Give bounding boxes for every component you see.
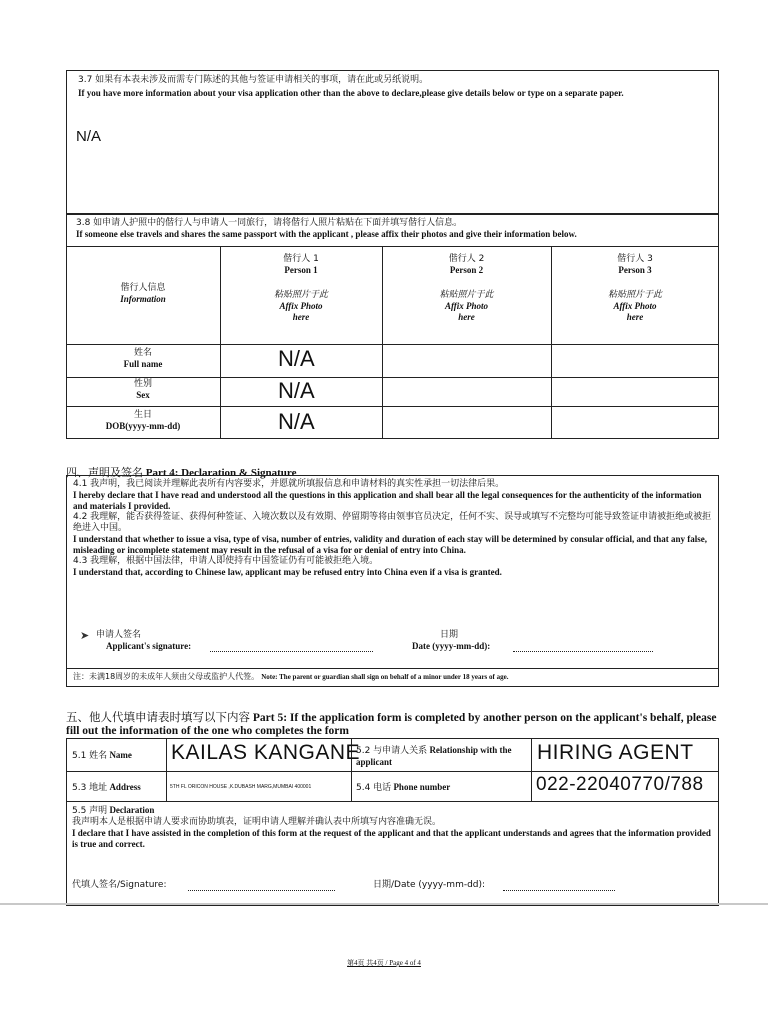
grid-line [66, 344, 719, 345]
grid-line [166, 738, 167, 801]
person-2-header [383, 254, 550, 323]
relationship-label [356, 745, 528, 768]
d42-cn: 4.2 我理解，能否获得签证、获得何种签证、入境次数以及有效期、停留期等将由领事官员决定，任何不实、误导或填写不完整均可能导致签证申请被拒绝或被拒绝进入中国。 [73, 512, 712, 533]
person-3-header [552, 254, 718, 323]
address-label-cn: 5.3 地址 [72, 783, 108, 793]
part4-declarations [73, 479, 713, 578]
s37-cn-text: 3.7 如果有本表未涉及而需专门陈述的其他与签证申请相关的事项，请在此或另纸说明。 [78, 75, 429, 85]
name-label-cn: 5.1 姓名 [72, 751, 108, 761]
label-cn: 性别 [133, 379, 152, 389]
grid-line [66, 377, 719, 378]
affix-photo-here: here [458, 312, 475, 322]
applicant-signature-field[interactable] [210, 651, 373, 652]
row-sex-label [67, 379, 219, 401]
part4-heading-en: Part 4: Declaration & Signature [145, 467, 297, 479]
date-en: Date (yyyy-mm-dd): [412, 641, 491, 651]
scan-line [0, 903, 768, 905]
row-dob-label [67, 410, 219, 432]
name-label-en: Name [109, 750, 132, 760]
s37-answer[interactable]: N/A [76, 128, 102, 145]
part4-note-divider [66, 668, 719, 669]
completer-date-field[interactable] [503, 890, 615, 891]
label-cn: 生日 [133, 410, 152, 420]
page-number: 第4页 共4页 / Page 4 of 4 [347, 959, 421, 967]
part5-declaration [72, 805, 714, 850]
part5-heading [66, 711, 720, 738]
arrow-icon: ➤ [80, 630, 90, 642]
person-1-header [221, 254, 381, 323]
grid-line [66, 246, 719, 247]
address-label-en: Address [109, 782, 141, 792]
person-en: Person 3 [618, 265, 652, 275]
part5-heading-cn: 五、他人代填申请表时填写以下内容 [66, 710, 250, 724]
affix-photo-en: Affix Photo [444, 301, 489, 311]
applicant-date-field[interactable] [513, 651, 653, 652]
info-cn: 偕行人信息 [120, 283, 166, 293]
label-en: DOB(yyyy-mm-dd) [105, 421, 181, 431]
relationship-value[interactable]: HIRING AGENT [537, 741, 694, 764]
applicant-signature-label [96, 630, 191, 652]
grid-line [531, 738, 532, 801]
s37-en-text: If you have more information about your visa application other than the above to declare,please give details below or type on a separate paper. [78, 88, 624, 98]
completer-signature-label: 代填人签名/Signature: [72, 880, 167, 890]
s38-en-text: If someone else travels and shares the same passport with the applicant , please affix their photos and give their information below. [76, 229, 577, 239]
phone-value[interactable]: 022-22040770/788 [536, 774, 704, 795]
info-en: Information [120, 294, 166, 304]
sig-en: Applicant's signature: [106, 641, 192, 651]
person-en: Person 1 [284, 265, 318, 275]
rel-label-en: Relationship with the applicant [356, 745, 512, 767]
part5-heading-en: Part 5: If the application form is completed by another person on the applicant's behalf, please fill out the information of the one who completes the form [66, 712, 717, 737]
decl-label-cn: 5.5 声明 [72, 806, 108, 816]
date-cn: 日期 [440, 630, 459, 640]
completer-signature-field[interactable] [188, 890, 335, 891]
label-cn: 姓名 [133, 348, 152, 358]
applicant-date-label [412, 630, 490, 652]
label-en: Sex [136, 390, 150, 400]
phone-label-cn: 5.4 电话 [356, 783, 392, 793]
s38-cn-text: 3.8 如申请人护照中的偕行人与申请人一同旅行，请将偕行人照片粘贴在下面并填写偕行人信息。 [76, 218, 463, 228]
d43-cn: 4.3 我理解，根据中国法律，申请人即使持有中国签证仍有可能被拒绝入境。 [73, 556, 379, 566]
grid-line [66, 406, 719, 407]
person-1-dob[interactable]: N/A [278, 409, 315, 434]
affix-photo-cn: 粘贴照片于此 [273, 290, 328, 300]
name-label [72, 750, 132, 762]
part4-heading-cn: 四、声明及签名 [66, 466, 143, 479]
affix-photo-cn: 粘贴照片于此 [607, 290, 662, 300]
decl-en: I declare that I have assisted in the completion of this form at the request of the applicant and that the applicant understands and agrees that the information provided is true and correct. [72, 828, 711, 849]
person-cn: 偕行人 2 [448, 254, 485, 264]
person-cn: 偕行人 3 [617, 254, 653, 264]
affix-photo-here: here [292, 312, 310, 322]
grid-line [66, 771, 719, 772]
decl-label-en: Declaration [109, 805, 155, 815]
address-label [72, 782, 141, 794]
affix-photo-cn: 粘贴照片于此 [439, 290, 494, 300]
d42-en: I understand that whether to issue a visa, type of visa, number of entries, validity and duration of each stay will be determined by consular official, and that any false, misleading or incomplete statement may result in the refusal of a visa for or denial of entry into China. [73, 534, 708, 555]
rel-label-cn: 5.2 与申请人关系 [356, 746, 428, 756]
d41-cn: 4.1 我声明，我已阅读并理解此表所有内容要求，并愿就所填报信息和申请材料的真实性承担一切法律后果。 [73, 479, 505, 489]
decl-cn: 我声明本人是根据申请人要求而协助填表，证明申请人理解并确认表中所填写内容准确无误。 [72, 817, 442, 827]
completer-name-value[interactable]: KAILAS KANGANE [171, 741, 361, 764]
note-cn: 注：未满18周岁的未成年人须由父母或监护人代签。 [73, 672, 260, 681]
person-en: Person 2 [449, 265, 484, 275]
phone-label-en: Phone number [393, 782, 451, 792]
person-1-sex[interactable]: N/A [278, 378, 315, 403]
d43-en: I understand that, according to Chinese law, applicant may be refused entry into China even if a visa is granted. [73, 567, 502, 577]
d41-en: I hereby declare that I have read and understood all the questions in this application and shall bear all the legal consequences for the authenticity of the information and materials I provided. [73, 490, 702, 511]
address-value[interactable]: 5TH FL ORICON HOUSE ,K.DUBASH MARG,MUMBAI 400001 [170, 784, 312, 790]
affix-photo-en: Affix Photo [613, 301, 657, 311]
completer-date-label: 日期/Date (yyyy-mm-dd): [373, 880, 486, 890]
note-en: Note: The parent or guardian shall sign on behalf of a minor under 18 years of age. [261, 673, 509, 681]
part4-note [73, 672, 508, 682]
person-1-fullname[interactable]: N/A [278, 346, 315, 371]
label-en: Full name [123, 359, 163, 369]
phone-label [356, 782, 450, 794]
info-header [67, 283, 219, 305]
person-cn: 偕行人 1 [283, 254, 319, 264]
affix-photo-here: here [626, 312, 644, 322]
grid-line [66, 801, 719, 802]
affix-photo-en: Affix Photo [279, 301, 323, 311]
sig-cn: 申请人签名 [96, 630, 142, 640]
row-fullname-label [67, 348, 219, 370]
